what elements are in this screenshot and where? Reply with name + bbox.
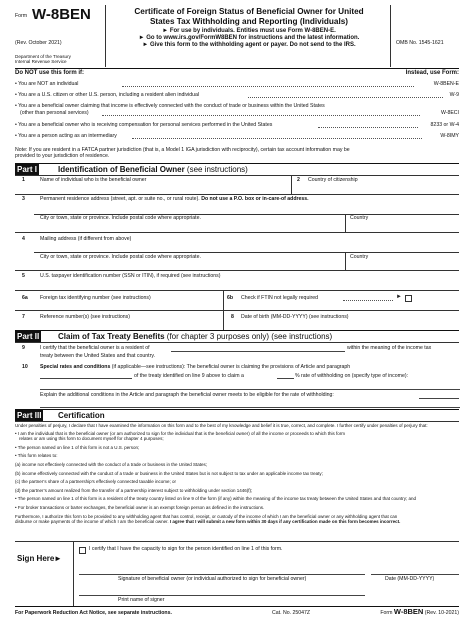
form-title: Certificate of Foreign Status of Beneficial Owner for United States Tax Withholding and Reporting (Individuals) [134, 7, 364, 26]
row-rule [34, 252, 459, 253]
part-3-title: Certification [58, 411, 105, 420]
omb-number: OMB No. 1545-1621 [396, 40, 444, 46]
header-rule [15, 68, 459, 69]
do-not-use-row: • You are a U.S. citizen or other U.S. person, including a resident alien individual [15, 92, 200, 98]
header-divider-right [390, 5, 391, 67]
line-10-text: Special rates and conditions (if applicable—see instructions): The beneficial owner is claiming the provisions of Article and paragraph [40, 364, 351, 370]
do-not-use-heading: Do NOT use this form if: [15, 70, 84, 76]
line-number: 9 [22, 345, 25, 351]
line-number: 6b [227, 295, 234, 301]
do-not-use-row: • You are a beneficial owner claiming that income is effectively connected with the conduct of trade or business within the United States [15, 103, 325, 109]
do-not-use-row-cont: (other than personal services) [20, 110, 89, 116]
leader-dots [343, 300, 393, 301]
print-name-label: Print name of signer [118, 597, 165, 603]
row-rule [15, 232, 459, 233]
leader-dots [122, 86, 414, 87]
ftin-not-required-checkbox[interactable] [405, 295, 412, 302]
income-type-field[interactable] [40, 389, 460, 390]
line-number: 6a [22, 295, 28, 301]
article-paragraph-field[interactable] [40, 378, 132, 379]
form-number: W-8BEN [32, 6, 91, 23]
part-1-title: Identification of Beneficial Owner (see instructions) [58, 165, 248, 174]
treaty-country-field[interactable] [171, 351, 345, 352]
line-10-text-cont: % rate of withholding on (specify type of income): [295, 373, 409, 379]
irs-label: Internal Revenue Service [15, 59, 67, 64]
leader-dots [132, 138, 422, 139]
line-8-label: Date of birth (MM-DD-YYYY) (see instructions) [241, 314, 349, 320]
row-rule [15, 175, 459, 176]
line-5-label: U.S. taxpayer identification number (SSN or ITIN), if required (see instructions) [40, 273, 221, 279]
line-4-label: Mailing address (if different from above) [40, 236, 132, 242]
row-rule [15, 270, 459, 271]
arrow-icon: ► [54, 554, 62, 563]
line-number: 10 [22, 364, 28, 370]
city-label: City or town, state or province. Include postal code where appropriate. [40, 254, 201, 260]
sign-here-heading: Sign Here [17, 554, 55, 563]
col-divider [291, 175, 292, 194]
line-number: 3 [22, 196, 25, 202]
signature-label: Signature of beneficial owner (or individual authorized to sign for beneficial owner) [118, 576, 307, 582]
line-1-label: Name of individual who is the beneficial owner [40, 177, 147, 183]
department: Department of the Treasury [15, 54, 71, 59]
line-number: 5 [22, 273, 25, 279]
date-field[interactable] [371, 574, 459, 575]
row-rule [15, 342, 459, 343]
line-2-label: Country of citizenship [308, 177, 358, 183]
withholding-rate-field[interactable] [277, 378, 294, 379]
header-divider-left [105, 5, 106, 67]
paperwork-notice: For Paperwork Reduction Act Notice, see separate instructions. [15, 610, 172, 616]
country-label: Country [350, 254, 369, 260]
header-instructions: ► For use by individuals. Entities must use Form W-8BEN-E. ► Go to www.irs.gov/FormW8BEN for instructions and the latest information. ► Give this form to the withholding agent or payer. Do not send to the IRS. [138, 28, 360, 49]
country-label: Country [350, 215, 369, 221]
certification-text: Under penalties of perjury, I declare that I have examined the information on this form and to the best of my knowledge and belief it is true, correct, and complete. I further certify under penalties of perjury that: • I am the individual that is the beneficial owner (or am authorized to sign for the individual that is the beneficial owner) of all the income or proceeds to which this form relates or am using this form to document myself for chapter 4 purposes; • The person named on line 1 of this form is not a U.S. person; • This form relates to: (a) income not effectively connected with the conduct of a trade or business in the United States; (b) income effectively connected with the conduct of a trade or business in the United States but is not subject to tax under an applicable income tax treaty; (c) the partner’s share of a partnership’s effectively connected taxable income; or (d) the partner’s amount realized from the transfer of a partnership interest subject to withholding under section 1446(f); • The person named on line 1 of this form is a resident of the treaty country listed on line 9 of the form (if any) within the meaning of the income tax treaty between the United States and that country; and • For broker transactions or barter exchanges, the beneficial owner is an exempt foreign person as defined in the instructions. Furthermore, I authorize this form to be provided to any withholding agent that has control, receipt, or custody of the income of which I am the beneficial owner or any withholding agent that can disburse or make payments of the income of which I am the beneficial owner. I agree that I will submit a new form within 30 days if any certification made on this form becomes incorrect. [15, 423, 428, 525]
footer-rule [15, 606, 459, 607]
instead-use-heading: Instead, use Form: [405, 70, 459, 76]
date-label: Date (MM-DD-YYYY) [385, 576, 435, 582]
revision-date: (Rev. October 2021) [15, 40, 62, 46]
row-rule [15, 290, 459, 291]
fatca-note: Note: If you are resident in a FATCA partner jurisdiction (that is, a Model 1 IGA jurisdiction with reciprocity), certain tax account information may be provided to your jurisdiction of residence. [15, 147, 350, 160]
line-number: 4 [22, 236, 25, 242]
footer-form-id: Form W-8BEN (Rev. 10-2021) [380, 607, 459, 616]
line-6b-label: Check if FTIN not legally required [241, 295, 318, 301]
part-2-label: Part II [17, 332, 40, 341]
instead-form: 8233 or W-4 [430, 122, 459, 128]
row-rule [15, 541, 459, 542]
part-1-label: Part I [17, 165, 38, 174]
row-rule [15, 194, 459, 195]
conditions-field[interactable] [40, 407, 460, 408]
line-10-explain: Explain the additional conditions in the Article and paragraph the beneficial owner meets to be eligible for the rate of withholding: [40, 392, 334, 398]
instead-form: W-9 [449, 92, 459, 98]
instead-form: W-8ECI [440, 110, 459, 116]
line-9-text: I certify that the beneficial owner is a resident of [40, 345, 150, 351]
line-number: 8 [231, 314, 234, 320]
line-number: 7 [22, 314, 25, 320]
row-rule [15, 310, 459, 311]
line-number: 1 [22, 177, 25, 183]
leader-dots [102, 115, 420, 116]
arrow-icon: ► [396, 294, 402, 300]
line-number: 2 [297, 177, 300, 183]
line-10-text-cont: of the treaty identified on line 9 above to claim a [134, 373, 244, 379]
signature-field[interactable] [79, 574, 365, 575]
city-label: City or town, state or province. Include postal code where appropriate. [40, 215, 201, 221]
row-rule [15, 421, 459, 422]
capacity-checkbox[interactable] [79, 547, 86, 554]
sign-divider [73, 541, 74, 606]
print-name-field[interactable] [79, 595, 365, 596]
line-9-text-cont: treaty between the United States and that country. [40, 353, 155, 359]
do-not-use-row: • You are a person acting as an intermediary [15, 133, 117, 139]
conditions-field[interactable] [419, 398, 459, 399]
line-6a-label: Foreign tax identifying number (see instructions) [40, 295, 151, 301]
form-label: Form [15, 13, 28, 19]
do-not-use-row: • You are a beneficial owner who is receiving compensation for personal services performed in the United States [15, 122, 273, 128]
line-9-text-cont: within the meaning of the income tax [347, 345, 432, 351]
capacity-statement: I certify that I have the capacity to sign for the person identified on line 1 of this form. [89, 546, 283, 552]
line-3-label: Permanent residence address (street, apt. or suite no., or rural route). Do not use a P.O. box or in-care-of address. [40, 196, 309, 202]
instead-form: W-8IMY [440, 133, 459, 139]
catalog-number: Cat. No. 25047Z [272, 610, 311, 616]
col-divider [345, 252, 346, 270]
part-3-label: Part III [17, 411, 42, 420]
col-divider [345, 214, 346, 232]
do-not-use-row: • You are NOT an individual [15, 81, 79, 87]
instead-form: W-8BEN-E [433, 81, 459, 87]
line-7-label: Reference number(s) (see instructions) [40, 314, 130, 320]
part-2-title: Claim of Tax Treaty Benefits (for chapter 3 purposes only) (see instructions) [58, 332, 333, 341]
